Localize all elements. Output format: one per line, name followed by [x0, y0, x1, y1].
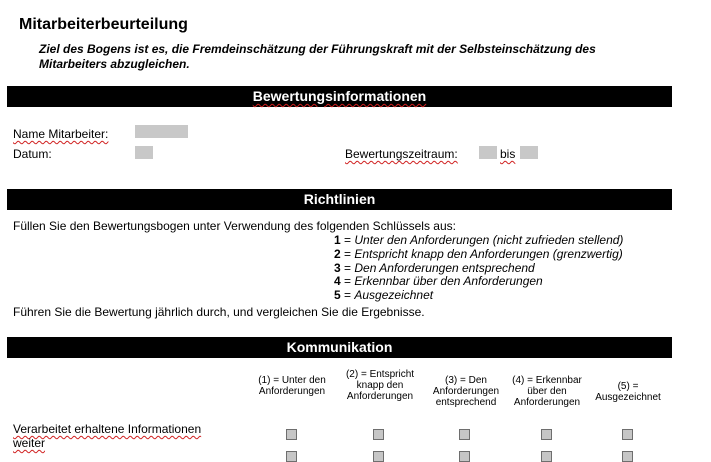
- key-item: [334, 233, 623, 247]
- rating-checkbox-3[interactable]: [459, 429, 470, 440]
- key-number: 2: [334, 247, 341, 261]
- rating-column-header-2: (2) = Entspricht knapp den Anforderungen: [345, 369, 415, 402]
- rating-column-header-1: (1) = Unter den Anforderungen: [258, 375, 326, 397]
- rating-checkbox-row2-5[interactable]: [622, 451, 633, 462]
- period-label: [345, 147, 458, 161]
- section-title-info: Bewertungsinformationen: [252, 88, 427, 104]
- name-label: [13, 127, 108, 141]
- key-number: 1: [334, 233, 341, 247]
- criterion-label-text: Verarbeitet erhaltene Informationen weiter: [13, 422, 202, 450]
- key-description: Unter den Anforderungen (nicht zufrieden stellend): [354, 233, 624, 247]
- rating-column-header-4: (4) = Erkennbar über den Anforderungen: [512, 375, 582, 408]
- key-item: [334, 261, 535, 275]
- rating-checkbox-row2-3[interactable]: [459, 451, 470, 462]
- key-number: 4: [334, 274, 341, 288]
- section-title-guidelines: Richtlinien: [303, 191, 376, 207]
- key-description: Ausgezeichnet: [354, 288, 434, 302]
- name-label-text: Name Mitarbeiter:: [13, 127, 109, 141]
- rating-checkbox-row2-4[interactable]: [541, 451, 552, 462]
- period-to-label: [500, 147, 515, 161]
- key-separator: =: [340, 247, 355, 261]
- rating-checkbox-4[interactable]: [541, 429, 552, 440]
- rating-checkbox-row2-2[interactable]: [373, 451, 384, 462]
- key-description: Erkennbar über den Anforderungen: [354, 274, 543, 288]
- section-title-communication: Kommunikation: [286, 339, 393, 355]
- period-label-text: Bewertungszeitraum:: [345, 147, 458, 161]
- key-separator: =: [340, 261, 355, 275]
- period-end-input[interactable]: [520, 146, 538, 159]
- rating-column-header-5: (5) = Ausgezeichnet: [595, 381, 661, 403]
- key-description: Den Anforderungen entsprechend: [354, 261, 535, 275]
- key-item: [334, 274, 543, 288]
- rating-column-header-3: (3) = Den Anforderungen entsprechend: [432, 375, 500, 408]
- period-start-input[interactable]: [479, 146, 497, 159]
- section-header-info: [7, 86, 672, 107]
- key-description: Entspricht knapp den Anforderungen (grenzwertig): [354, 247, 623, 261]
- name-input[interactable]: [135, 125, 188, 138]
- rating-checkbox-1[interactable]: [286, 429, 297, 440]
- period-to-text: bis: [500, 147, 516, 161]
- section-header-guidelines: [7, 189, 672, 210]
- key-number: 5: [334, 288, 341, 302]
- key-separator: =: [340, 288, 355, 302]
- guidelines-instruction: Füllen Sie den Bewertungsbogen unter Verwendung des folgenden Schlüssels aus:: [13, 219, 456, 233]
- rating-checkbox-2[interactable]: [373, 429, 384, 440]
- key-separator: =: [340, 233, 355, 247]
- key-number: 3: [334, 261, 341, 275]
- rating-checkbox-row2-1[interactable]: [286, 451, 297, 462]
- key-item: [334, 288, 433, 302]
- criterion-row-label: [13, 422, 233, 450]
- intro-text: Ziel des Bogens ist es, die Fremdeinschätzung der Führungskraft mit der Selbsteinschätzung des Mitarbeiters abzugleichen.: [39, 42, 596, 71]
- page-title: Mitarbeiterbeurteilung: [19, 16, 188, 33]
- key-separator: =: [340, 274, 355, 288]
- date-input[interactable]: [135, 146, 153, 159]
- guidelines-footer: Führen Sie die Bewertung jährlich durch, und vergleichen Sie die Ergebnisse.: [13, 305, 425, 319]
- section-header-communication: [7, 337, 672, 358]
- date-label: Datum:: [13, 147, 52, 161]
- rating-checkbox-5[interactable]: [622, 429, 633, 440]
- key-item: [334, 247, 623, 261]
